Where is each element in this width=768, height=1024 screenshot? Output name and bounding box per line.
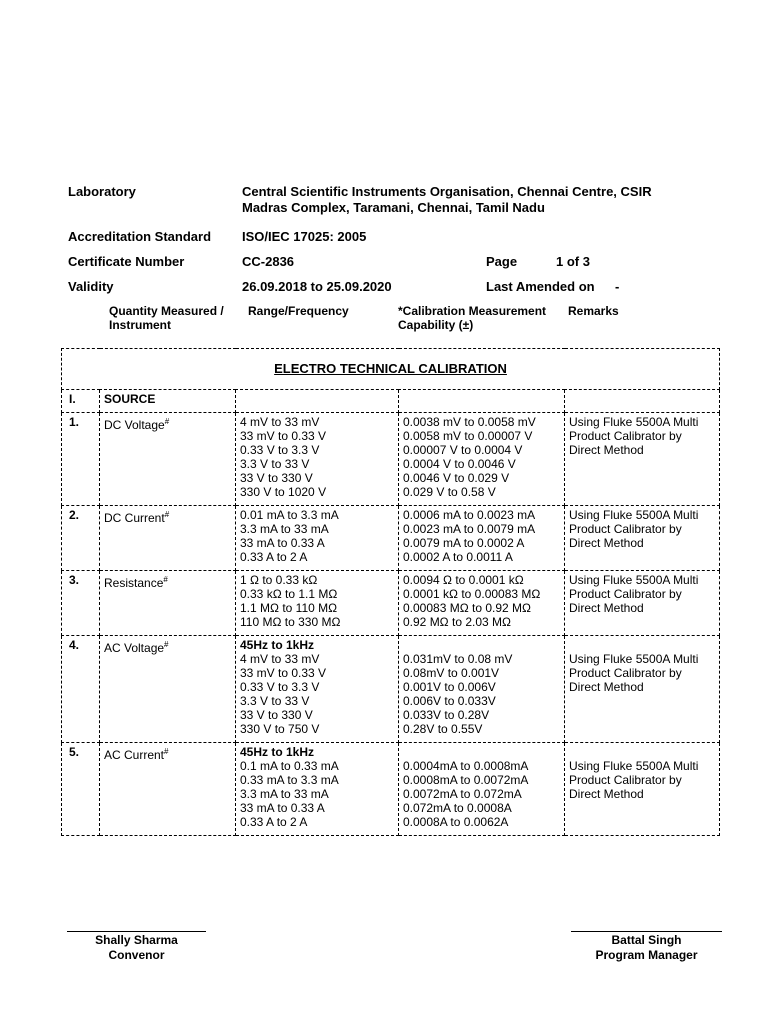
quantity-cell [100,571,236,636]
cmc-spacer [403,638,560,652]
remarks-cell [565,571,720,636]
range-cell [236,506,399,571]
left-signatory-role: Convenor [108,948,165,962]
range-value: 0.33 mA to 3.3 mA [240,773,339,787]
row-number: 1. [62,413,100,506]
cmc-value: 0.072mA to 0.0008A [403,801,512,815]
cmc-value: 0.001V to 0.006V [403,680,496,694]
table-title: ELECTRO TECHNICAL CALIBRATION [62,349,720,390]
remarks-cell [565,506,720,571]
range-value: 3.3 V to 33 V [240,694,310,708]
cmc-value: 0.0079 mA to 0.0002 A [403,536,525,550]
section-empty-cell [399,390,565,413]
section-empty-cell [565,390,720,413]
range-value: 4 mV to 33 mV [240,415,320,429]
footnote-mark: # [164,417,170,426]
cmc-value: 0.28V to 0.55V [403,722,483,736]
section-row [62,390,720,413]
remarks-cell [565,743,720,836]
quantity-cell [100,506,236,571]
range-value: 110 MΩ to 330 MΩ [240,615,341,629]
range-value: 1.1 MΩ to 110 MΩ [240,601,338,615]
cmc-value: 0.00083 MΩ to 0.92 MΩ [403,601,532,615]
remarks-spacer [569,638,715,652]
range-value: 3.3 mA to 33 mA [240,522,329,536]
laboratory-label: Laboratory [68,184,136,199]
range-value: 330 V to 1020 V [240,485,327,499]
laboratory-value-line2: Madras Complex, Taramani, Chennai, Tamil Nadu [242,200,545,215]
cmc-value: 0.0072mA to 0.072mA [403,787,522,801]
remarks-cell [565,636,720,743]
range-value: 33 mA to 0.33 A [240,536,325,550]
remarks-cell [565,413,720,506]
cmc-value: 0.0006 mA to 0.0023 mA [403,508,536,522]
range-cell [236,636,399,743]
column-header-cmc-line1: *Calibration Measurement [398,304,547,318]
remarks-value: Using Fluke 5500A Multi [569,652,699,666]
certificate-value: CC-2836 [242,254,295,269]
cmc-value: 0.08mV to 0.001V [403,666,500,680]
cmc-cell [399,636,565,743]
table-row [62,413,720,506]
laboratory-value-line1: Central Scientific Instruments Organisation, Chennai Centre, CSIR [242,184,652,199]
range-value: 4 mV to 33 mV [240,652,320,666]
page-value: 1 of 3 [556,254,590,269]
quantity-cell [100,413,236,506]
range-value: 33 mA to 0.33 A [240,801,325,815]
cmc-cell [399,506,565,571]
range-value: 0.1 mA to 0.33 mA [240,759,339,773]
row-number: 3. [62,571,100,636]
table-row [62,506,720,571]
cmc-cell [399,413,565,506]
remarks-value: Product Calibrator by [569,429,682,443]
left-signatory-name: Shally Sharma [95,933,178,947]
range-value: 0.33 V to 3.3 V [240,680,320,694]
cmc-value: 0.0038 mV to 0.0058 mV [403,415,536,429]
quantity-label: AC Voltage [104,641,165,655]
table-title-row [62,349,720,390]
range-cell [236,571,399,636]
last-amended-label: Last Amended on [486,279,595,294]
left-signature [67,933,206,963]
cmc-value: 0.92 MΩ to 2.03 MΩ [403,615,511,629]
footnote-mark: # [164,510,170,519]
remarks-spacer [569,745,715,759]
column-header-quantity [109,304,224,332]
page-label: Page [486,254,518,269]
accreditation-label: Accreditation Standard [68,229,212,244]
range-value: 33 V to 330 V [240,471,313,485]
remarks-value: Product Calibrator by [569,522,682,536]
range-cell [236,413,399,506]
range-value: 0.01 mA to 3.3 mA [240,508,339,522]
cmc-value: 0.0001 kΩ to 0.00083 MΩ [403,587,541,601]
section-number: I. [62,390,100,413]
cmc-value: 0.0004 V to 0.0046 V [403,457,516,471]
remarks-value: Direct Method [569,680,644,694]
footnote-mark: # [164,747,169,756]
cmc-value: 0.0008A to 0.0062A [403,815,509,829]
range-value: 1 Ω to 0.33 kΩ [240,573,318,587]
cmc-value: 0.0094 Ω to 0.0001 kΩ [403,573,524,587]
quantity-cell [100,743,236,836]
right-signature [571,933,722,963]
column-header-range: Range/Frequency [248,304,349,318]
cmc-value: 0.0058 mV to 0.00007 V [403,429,533,443]
quantity-label: DC Current [104,511,165,525]
column-header-cmc-line2: Capability (±) [398,318,474,332]
cmc-value: 0.0046 V to 0.029 V [403,471,510,485]
left-signature-line [67,931,206,932]
table-row [62,636,720,743]
remarks-value: Using Fluke 5500A Multi [569,508,699,522]
cmc-value: 0.0004mA to 0.0008mA [403,759,529,773]
cmc-cell [399,571,565,636]
validity-value: 26.09.2018 to 25.09.2020 [242,279,392,294]
column-header-cmc [398,304,546,332]
range-value: 33 V to 330 V [240,708,313,722]
quantity-label: AC Current [104,748,165,762]
calibration-table [61,348,720,836]
quantity-label: Resistance [104,576,164,590]
cmc-cell [399,743,565,836]
range-value: 330 V to 750 V [240,722,320,736]
remarks-value: Direct Method [569,443,644,457]
remarks-value: Product Calibrator by [569,587,682,601]
remarks-value: Direct Method [569,601,644,615]
quantity-cell [100,636,236,743]
remarks-value: Product Calibrator by [569,666,682,680]
section-label: SOURCE [100,390,236,413]
accreditation-value: ISO/IEC 17025: 2005 [242,229,367,244]
remarks-value: Using Fluke 5500A Multi [569,759,699,773]
cmc-value: 0.006V to 0.033V [403,694,496,708]
row-number: 4. [62,636,100,743]
footnote-mark: # [164,640,169,649]
range-value: 0.33 A to 2 A [240,815,308,829]
cmc-value: 0.0023 mA to 0.0079 mA [403,522,536,536]
frequency-range: 45Hz to 1kHz [240,638,315,652]
remarks-value: Using Fluke 5500A Multi [569,573,699,587]
cmc-value: 0.0008mA to 0.0072mA [403,773,529,787]
remarks-value: Product Calibrator by [569,773,682,787]
cmc-value: 0.031mV to 0.08 mV [403,652,513,666]
range-value: 3.3 mA to 33 mA [240,787,329,801]
right-signature-line [571,931,722,932]
right-signatory-role: Program Manager [595,948,698,962]
remarks-value: Direct Method [569,536,644,550]
cmc-value: 0.0002 A to 0.0011 A [403,550,513,564]
footnote-mark: # [163,575,168,584]
last-amended-value: - [615,279,620,294]
cmc-spacer [403,745,560,759]
column-header-quantity-line1: Quantity Measured / [109,304,224,318]
section-empty-cell [236,390,399,413]
remarks-value: Using Fluke 5500A Multi [569,415,699,429]
right-signatory-name: Battal Singh [611,933,682,947]
column-header-instrument: Instrument [109,318,172,332]
row-number: 5. [62,743,100,836]
range-value: 3.3 V to 33 V [240,457,310,471]
range-value: 0.33 kΩ to 1.1 MΩ [240,587,338,601]
row-number: 2. [62,506,100,571]
laboratory-value [242,184,652,216]
cmc-value: 0.00007 V to 0.0004 V [403,443,523,457]
range-value: 0.33 A to 2 A [240,550,308,564]
range-cell [236,743,399,836]
certificate-label: Certificate Number [68,254,185,269]
range-value: 0.33 V to 3.3 V [240,443,320,457]
range-value: 33 mV to 0.33 V [240,666,327,680]
cmc-value: 0.029 V to 0.58 V [403,485,496,499]
cmc-value: 0.033V to 0.28V [403,708,490,722]
quantity-label: DC Voltage [104,418,165,432]
table-row [62,743,720,836]
range-value: 33 mV to 0.33 V [240,429,327,443]
column-header-remarks: Remarks [568,304,619,318]
table-row [62,571,720,636]
frequency-range: 45Hz to 1kHz [240,745,315,759]
remarks-value: Direct Method [569,787,644,801]
validity-label: Validity [68,279,114,294]
